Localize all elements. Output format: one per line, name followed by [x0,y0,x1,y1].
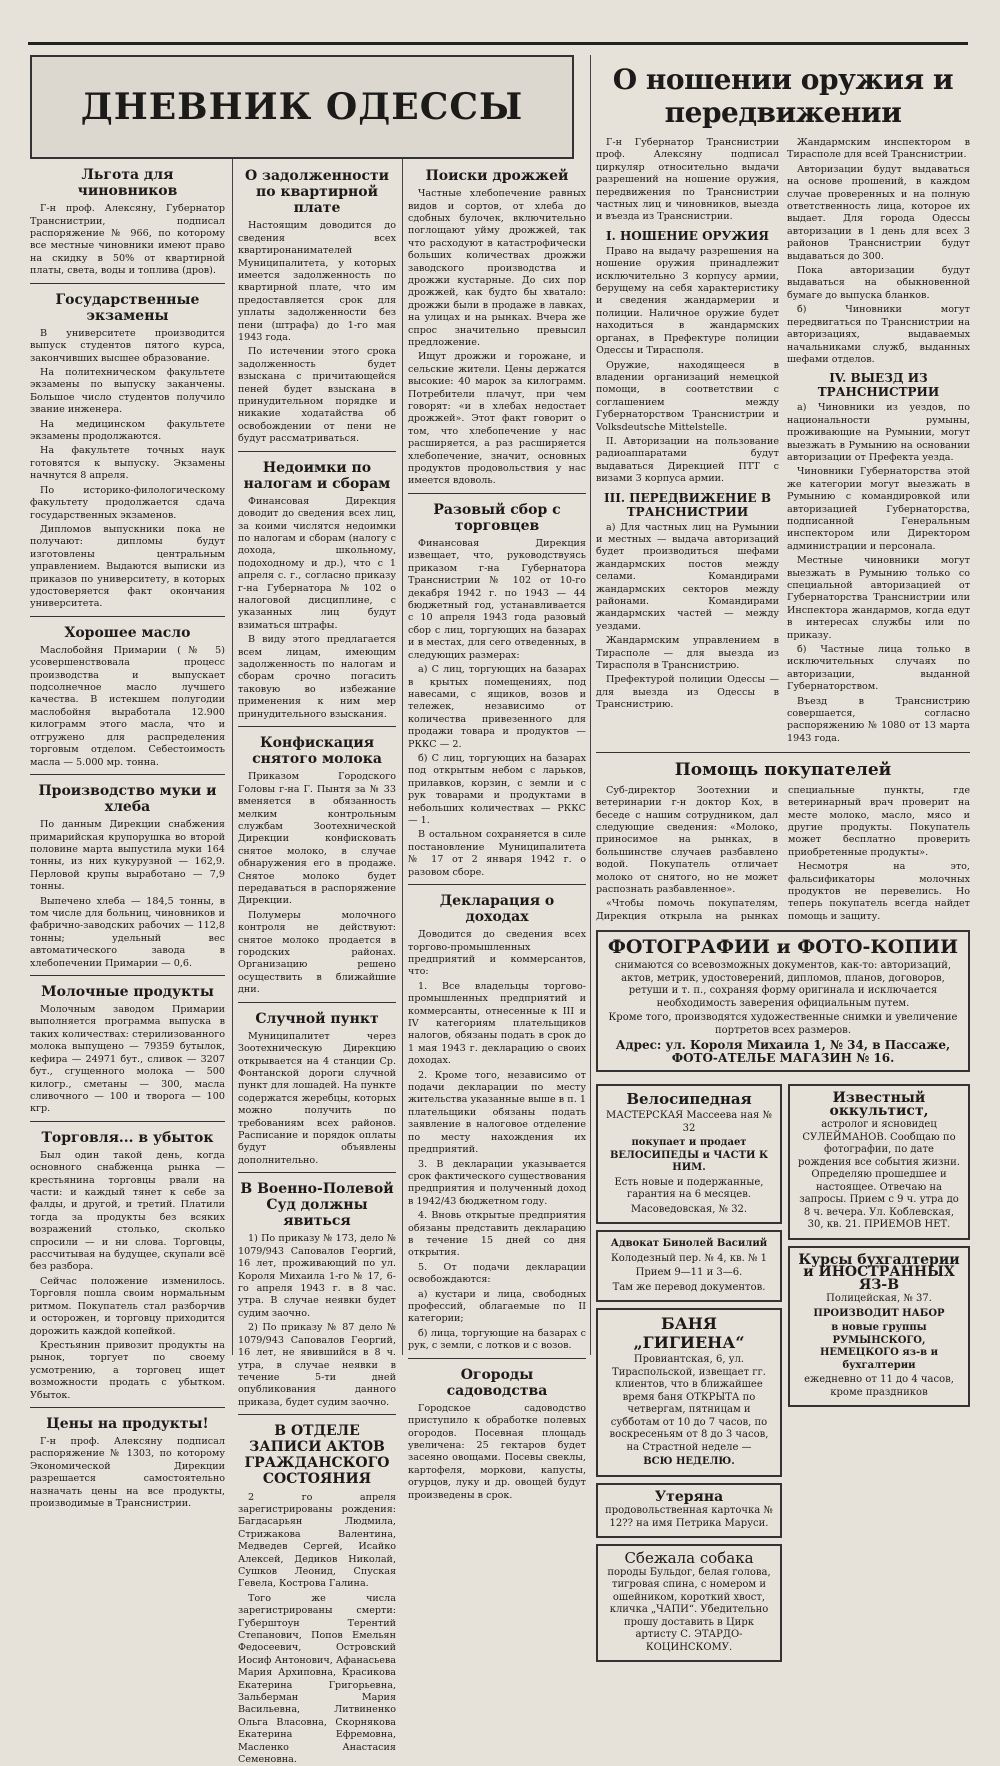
article-heading: Поиски дрожжей [425,168,569,184]
article-separator [408,1358,586,1359]
article-paragraph: Того же числа зарегистрированы смерти: Губерштоун Терентий Степанович, Попов Емельян Федосеевич, Островский Иосиф Антонович, Афанасьева Мария Архиповна, Красикова Екатерина Григорьевна, Зальберман Мария Васильевна, Литвиненко Ольга Власовна, Скорнякова Екатерина Ефремовна, Масленко Анастасия Семеновна. [238,1592,396,1766]
article-paragraph: а) кустари и лица, свободных профессий, облагаемые по II категории; [408,1288,586,1325]
article-heading: В Военно-Полевой Суд должны явиться [240,1181,394,1230]
courses-ad-title: Курсы бухгалтерии и ИНОСТРАННЫХ ЯЗ-В [798,1251,960,1293]
article-paragraph: По данным Дирекции снабжения примарийская крупорушка во второй половине марта выпустила муки 164 тонны, из них кукурузной — 162,9. Перловой крупы выработано — 7,9 тонны. [30,819,225,893]
courses-ad [788,1246,970,1408]
article-paragraph: Ищут дрожжи и горожане, и сельские жители. Цены держатся высокие: 40 марок за килограмм. Потребители плачут, при чем говорят: «и в хлебах недостает дрожжей». Этот факт говорит о том, что хлебопечение у нас расширяется, а раз расширяется хлебопечение, значит, основных продуктов продовольствия у нас имеется вдоволь. [408,351,586,487]
article-paragraph: Префектурой полиции Одессы — для выезда из Одессы в Транснистрию. [596,674,779,711]
article-separator [30,1407,225,1408]
article-paragraph: Суб-директор Зоотехнии и ветеринарии г-н доктор Кох, в беседе с нашим сотрудником, дал следующие сведения: «Молоко, приносимое на рынках, в большинстве случаев разбавлено водой. Покупатель отличает молоко от снятого, но не может распознать разбавленное». [596,784,778,896]
courses-ad-line: в новые группы РУМЫНСКОГО, НЕМЕЦКОГО яз-в и бухгалтерии [819,1322,939,1371]
article-heading: Молочные продукты [41,983,214,1000]
article-paragraph: Полумеры молочного контроля не действуют: снятое молоко продается в городских районах. Организацию решено осуществить в ближайшие дни. [238,909,396,996]
bike-ad-title: Велосипедная [626,1090,752,1109]
main-article-left [596,137,779,747]
photo-ad-address: Адрес: ул. Короля Михаила 1, № 34, в Пассаже, ФОТО-АТЕЛЬЕ МАГАЗИН № 16. [615,1038,951,1065]
article-paragraph: Г-н проф. Алексяну, Губернатор Транснистрии, подписал распоряжение № 966, по которому все местные чиновники имеют право на скидку в 50% от квартирной платы, света, воды и топлива (дров). [30,203,225,277]
photo-ad-title: ФОТОГРАФИИ и ФОТО-КОПИИ [607,936,959,959]
article-heading: Государственные экзамены [55,291,200,324]
article-paragraph: В виду этого предлагается всем лицам, имеющим задолженность по налогам и сборам срочно погасить таковую во избежание применения к ним мер принудительного взыскания. [238,634,396,720]
article-paragraph: Жандармским инспектором в Тирасполе для всей Транснистрии. [787,137,970,161]
lawyer-ad-title: Адвокат Бинолей Василий [610,1238,768,1250]
column-divider [232,55,233,1355]
article-paragraph: Жандармским управлением в Тирасполе — для выезда из Тирасполя в Транснистрию. [596,635,779,672]
article-paragraph: «Чтобы помочь покупателям, Дирекция открыла на рынках специальные пункты, где ветеринарный врач проверит на месте молоко, масло, мясо и другие продукты. Покупатель может бесплатно проверить приобретенные продукты». [596,784,970,922]
lost-ad-text: продовольственная карточка № 12?? на имя Петрика Маруси. [605,1505,773,1529]
article-paragraph: II. Авторизации на пользование радиоаппаратами будут выдаваться Дирекцией ПТТ с визами 3 корпуса армии. [596,435,779,485]
article-paragraph: 2 го апреля зарегистрированы рождения: Багдасарьян Людмила, Стрижакова Валентина, Медведев Сергей, Исайко Алексей, Дедиков Николай, Сушков Леонид, Спуская Гевела, Кострова Галина. [238,1491,396,1590]
masthead [30,55,574,159]
dog-ad-text: породы Бульдог, белая голова, тигровая спина, с номером и ошейником, короткий хвост, кличка „ЧАПИ“. Убедительно прошу доставить в Цирк артисту С. ЭТАРДО-КОЦИНСКОМУ. [607,1566,771,1653]
article-heading: Льгота для чиновников [77,167,178,200]
article-separator [30,774,225,775]
bike-ad [596,1084,782,1224]
article-separator [30,616,225,617]
masthead-title: ДНЕВНИК ОДЕССЫ [80,86,524,128]
right-section [596,55,970,1653]
article-paragraph: б) С лиц, торгующих на базарах под открытым небом с ларьков, прилавков, корзин, с земли и с рук товарами и продуктами в небольших количествах — РККС — 1. [408,752,586,826]
article-paragraph: Приказом Городского Головы г-на Г. Пынтя за № 33 вменяется в обязанность мелким контрольным службам Зоотехнической Дирекции конфисковать снятое молоко, в случае обнаружения его в продаже. Снятое молоко будет передаваться в распоряжение Дирекции. [238,771,396,907]
article-heading: В ОТДЕЛЕ ЗАПИСИ АКТОВ ГРАЖДАНСКОГО СОСТОЯНИЯ [244,1423,390,1488]
article-heading: Торговля... в убыток [41,1129,214,1146]
article-separator [408,493,586,494]
article-paragraph: б) лица, торгующие на базарах с рук, с земли, с лотков и с возов. [408,1327,586,1352]
article-paragraph: Молочным заводом Примарии выполняется программа выпуска в таких количествах: стерилизованного молока выпущено — 79359 бутылок, кефира — 24971 бут., сливок — 3207 бут., сгущенного молока — 500 килогр., сметаны — 300, масла сливочного — 100 и творога — 100 кгр. [30,1004,225,1115]
article-heading: Разовый сбор с торговцев [433,501,561,534]
article-paragraph: 2) По приказу № 87 дело № 1079/943 Саповалов Георгий, 16 лет, не явившийся в 8 ч. утра, в случае неявки в течение 5-ти дней опубликования данного приказа, будет судим заочно. [238,1322,396,1408]
main-article-right [787,137,970,747]
article-paragraph: Был один такой день, когда основного снабженца рынка — крестьянина торговцы рвали на части: и каждый тянет к себе за фалды, и другой, и третий. Платили тогда за продукты без всяких возражений столько, сколько спросили — и ни слова. Торговцы, рассчитывая на будущее, скупали всё без разбора. [30,1149,225,1273]
article-separator [30,1121,225,1122]
article-paragraph: а) С лиц, торгующих на базарах в крытых помещениях, под навесами, с ящиков, возов и тележек, независимо от количества привезенного для продажи товара и продуктов — РККС — 2. [408,664,586,750]
article-paragraph: 4. Вновь открытые предприятия обязаны представить декларацию в течение 15 дней со дня открытия. [408,1210,586,1259]
article-separator [238,1172,396,1173]
photo-ad [596,930,970,1072]
article-paragraph: Местные чиновники могут выезжать в Румынию только со специальной авторизацией от Губернаторства Транснистрии или Инспектора жандармов, когда едут в интересах службы или по приказу. [787,555,970,641]
dog-ad-title: Сбежала собака [624,1549,754,1568]
lawyer-ad-line: Там же перевод документов. [612,1281,766,1293]
article-paragraph: Частные хлебопечение равных видов и сортов, от хлеба до сдобных булочек, включительно поглощают уйму дрожжей, так что расходуют в катастрофически больших количествах дрожжи заводского производства и дрожжи кустарные. До сих пор дрожжей, как будто бы хватало: дрожжи были в продаже в лавках, на улицах и на рынках. Вчера же спрос значительно превысил предложение. [408,188,586,348]
article-paragraph: Крестьянин привозит продукты на рынок, торгует по своему усмотрению, а торговец ищет возможности продать с убытком. Убыток. [30,1339,225,1401]
lawyer-ad [596,1230,782,1302]
article-paragraph: Финансовая Дирекция доводит до сведения всех лиц, за коими числятся недоимки по налогам и сборам (налогу с дохода, школьному, подоходному и др.), что с 1 апреля с. г., согласно приказу г-на Губернатора № 102 о налоговой дисциплине, с указанных лиц будут взиматься штрафы. [238,495,396,631]
article-paragraph: Доводится до сведения всех торгово-промышленных предприятий и коммерсантов, что: [408,929,586,978]
article-paragraph: б) Чиновники могут передвигаться по Транснистрии на авторизациях, выдаваемых начальниками служб, выданных шефами отделов. [787,304,970,365]
article-paragraph: Сейчас положение изменилось. Торговля пошла своим нормальным ритмом. Покупатель стал разборчив и осторожен, и торговцу приходится дорожить каждой копейкой. [30,1275,225,1337]
article-separator [238,726,396,727]
article-paragraph: По истечении этого срока задолженность будет взыскана с причитающейся пеней будет взыскана в принудительном порядке и никакие ходатайства об освобождении от пени не будут рассматриваться. [238,346,396,445]
article-heading: Производство муки и хлеба [38,782,217,815]
article-paragraph: Право на выдачу разрешения на ношение оружия принадлежит исключительно 3 корпусу армии, берущему на себя характеристику и сведения жандармерии и полиции. Наличное оружие будет находиться в жандармских органах, в Префектуре полиции Одессы и Тирасполя. [596,245,779,357]
bike-ad-slogan: покупает и продает ВЕЛОСИПЕДЫ и ЧАСТИ К НИМ. [609,1137,769,1174]
bike-ad-sub: МАСТЕРСКАЯ Масcеева ная № 32 [606,1110,772,1134]
bike-ad-line: Масоведовская, № 32. [630,1203,748,1215]
article-paragraph: Маслобойня Примарии (№ 5) усовершенствовала процесс производства и выпускает подсолнечное масло лучшего качества. В истекшем полугодии маслобойня выработала 12.900 килограмм этого масла, что и отгружено для распределения торговым отделом. Себестоимость масла — 5.000 мр. тонна. [30,644,225,768]
article-paragraph: Городское садоводство приступило к обработке полевых огородов. Посевная площадь увеличена: 25 гектаров будет засеяно овощами. Посевы свеклы, картофеля, моркови, капусты, огурцов, луку и др. овощей будут произведены в срок. [408,1402,586,1501]
article-paragraph: Несмотря на это, фальсификаторы молочных продуктов не перевелись. Но теперь покупатель всегда найдет помощь и защиту. [788,861,970,922]
article-paragraph: Дипломов выпускники пока не получают: дипломы будут изготовлены центральным управлением. Выдаются выписки из приказов по университету, в которых удостоверяется факт окончания университета. [30,523,225,610]
courses-ad-line: ежедневно от 11 до 4 часов, кроме праздников [804,1374,954,1398]
article-separator [30,975,225,976]
article-paragraph: а) Для частных лиц на Румынии и местных — выдача авторизаций будет производиться шефами жандармских постов между селами. Командирами жандармских секторов между районами. Командирами жандармских частей — между уездами. [596,521,779,632]
article-paragraph: Г-н проф. Алексяну подписал распоряжение № 1303, по которому Экономической Дирекции разрешается самостоятельно назначать цены на все продукты, производимые в Транснистрии. [30,1436,225,1510]
ads-right [788,1078,970,1668]
lost-ad-title: Утеряна [654,1488,724,1505]
bath-ad-line: Провиантская, 6, ул. Тираспольской, извещает гг. клиентов, что в ближайшее время баня ОТКРЫТА по четвергам, пятницам и субботам от 10 до 7 часов, по воскресеньям от 8 до 3 часов, на Страстной неделе — [609,1354,769,1453]
article-paragraph: На медицинском факультете экзамены продолжаются. [30,418,225,443]
article-paragraph: 3. В декларации указывается срок фактического существования предприятия и полученный доход в 1942/43 бюджетном году. [408,1158,586,1207]
article-paragraph: Финансовая Дирекция извещает, что, руководствуясь приказом г-на Губернатора Транснистрии № 102 от 10-го декабря 1942 г. по 1943 — 44 бюджетный год, устанавливается с 10 апреля 1943 года разовый сбор с лиц, торгующих на базарах и в местах, для сего отведенных, в следующих размерах: [408,538,586,661]
help-title: Помощь покупателей [674,760,892,781]
article-separator [238,1002,396,1003]
article-paragraph: В университете производится выпуск студентов пятого курса, закончивших высшее образование. [30,327,225,364]
article-paragraph: Чиновники Губернаторства этой же категории могут выезжать в Румынию с командировкой или авторизацией Губернаторства, подписанной Генеральным инспектором или Директором администрации и персонала. [787,466,970,552]
lawyer-ad-line: Прием 9—11 и 3—6. [635,1267,743,1279]
occult-ad-title: Известный оккультист, [829,1090,929,1119]
courses-ad-line: Полицейская, № 37. [826,1293,932,1305]
article-paragraph: Въезд в Транснистрию совершается, согласно распоряжению № 1080 от 13 марта 1943 года. [787,695,970,744]
main-article-intro: Г-н Губернатор Транснистрии проф. Алексяну подписал циркуляр относительно выдачи разрешений на ношение оружия, передвижения по Транснистрии частных лиц и чиновников, выезда и въезда из Транснистрии. [596,137,779,223]
dog-ad [596,1544,782,1662]
section-heading: IV. ВЫЕЗД ИЗ ТРАНСНИСТРИИ [817,371,940,400]
column-divider [590,55,591,1355]
article-paragraph: Оружие, находящееся в владении организаций немецкой помощи, в соответствии с соглашением между Губернаторством Транснистрии и Volksdeutsche Mittelstelle. [596,359,779,433]
lawyer-ad-line: Колодезный пер. № 4, кв. № 1 [610,1252,768,1264]
occult-ad [788,1084,970,1240]
courses-ad-line: ПРОИЗВОДИТ НАБОР [813,1307,945,1319]
article-heading: Огороды садоводства [446,1366,548,1399]
top-rule [28,42,968,45]
article-paragraph: По историко-филологическому факультету продолжается сдача государственных экзаменов. [30,484,225,521]
column-2 [238,160,396,1766]
article-paragraph: Авторизации будут выдаваться на основе прошений, в каждом случае проверенных и на полную ответственность лица, которое их выдает. Для города Одессы авторизации в 1 день для всех 3 районов Транснистрии будут выдаваться до 300. [787,163,970,262]
main-article-title: О ношении оружия и передвижении [612,63,954,129]
article-heading: Недоимки по налогам и сборам [243,459,391,492]
article-paragraph: б) Частные лица только в исключительных случаях по авторизации, выданной Губернаторством. [787,644,970,693]
ads-left [596,1078,782,1668]
article-paragraph: Пока авторизации будут выдаваться на обыкновенной бумаге до выпуска бланков. [787,265,970,301]
article-paragraph: В остальном сохраняется в силе постановление Муниципалитета № 17 от 2 января 1942 г. о разовом сборе. [408,829,586,878]
bath-ad-title: БАНЯ „ГИГИЕНА“ [633,1314,745,1353]
article-separator [238,451,396,452]
article-paragraph: 2. Кроме того, независимо от подачи декларации по месту жительства указанные выше в п. 1 плательщики обязаны подать заявление в налоговое отделение по месту нахождения их предприятий. [408,1069,586,1156]
article-heading: Случной пункт [255,1010,379,1027]
article-paragraph: 5. От подачи декларации освобождаются: [408,1261,586,1286]
article-separator [408,884,586,885]
article-paragraph: Выпечено хлеба — 184,5 тонны, в том числе для больниц, чиновников и фабрично-заводских рабочих — 112,8 тонны; удельный вес автоматического завода в хлебопечении Примарии — 0,6. [30,895,225,969]
photo-ad-line: Кроме того, производятся художественные снимки и увеличение портретов всех размеров. [608,1012,958,1036]
section-heading: I. НОШЕНИЕ ОРУЖИЯ [605,228,769,243]
article-paragraph: Настоящим доводится до сведения всех квартиронанимателей Муниципалитета, у которых имеется задолженность по квартирной плате, что им предоставляется срок для уплаты задолженности без пени (штрафа) до 1-го мая 1943 года. [238,220,396,343]
article-paragraph: На факультете точных наук готовятся к выпуску. Экзамены начнутся 8 апреля. [30,445,225,482]
article-paragraph: 1) По приказу № 173, дело № 1079/943 Саповалов Георгий, 16 лет, проживающий по ул. Короля Михаила 1-го № 17, 6-го апреля 1943 г. в 8 час. утра. В случае неявки будет судим заочно. [238,1233,396,1319]
bath-ad [596,1308,782,1477]
article-heading: Декларация о доходах [439,893,555,926]
article-heading: Цены на продукты! [46,1415,209,1432]
bike-ad-line: Есть новые и подержанные, гарантия на 6 месяцев. [614,1176,764,1201]
article-separator [30,283,225,284]
bath-ad-footer: ВСЮ НЕДЕЛЮ. [643,1456,735,1468]
article-paragraph: 1. Все владельцы торгово-промышленных предприятий и коммерсанты, отнесенные к III и IV категориям плательщиков налогов, обязаны подать в срок до 1 мая 1943 г. декларацию о своих доходах. [408,980,586,1067]
column-divider [402,55,403,1355]
article-heading: О задолженности по квартирной плате [244,168,390,217]
article-paragraph: На политехническом факультете экзамены по выпуску заканчены. Большое число студентов получило звание инженера. [30,367,225,416]
article-heading: Хорошее масло [64,624,191,641]
photo-ad-line: снимаются со всевозможных документов, как-то: авторизаций, актов, метрик, удостоверений, дипломов, планов, договоров, ретуши и т. п., сохраняя форму оригинала и исключается необходимость заверения официальным путем. [614,960,952,1009]
article-separator [238,1414,396,1415]
lost-ad [596,1483,782,1539]
article-heading: Конфискация снятого молока [252,735,382,768]
article-paragraph: Муниципалитет через Зоотехническую Дирекцию открывается на 4 станции Ср. Фонтанской дороги случной пункт для лошадей. На пункте содержатся жеребцы, которых можно получить по требованиям всех районов. Расписание и порядок оплаты будут объявлены дополнительно. [238,1030,396,1166]
section-heading: III. ПЕРЕДВИЖЕНИЕ В ТРАНСНИСТРИИ [603,490,772,519]
occult-ad-text: астролог и ясновидец СУЛЕЙМАНОВ. Сообщаю по фотографии, по дате рождения все события жизни. Определяю прошедшее и настоящее. Отвечаю на запросы. Прием с 9 ч. утра до 8 ч. вечера. Ул. Коблевская, 30, кв. 21. ПРИЕМОВ НЕТ. [798,1119,960,1231]
column-3 [408,160,586,1501]
article-paragraph: а) Чиновники из уездов, по национальности румыны, проживающие на Румынии, могут выезжать в Румынию на основании авторизации от Префекта уезда. [787,402,970,463]
